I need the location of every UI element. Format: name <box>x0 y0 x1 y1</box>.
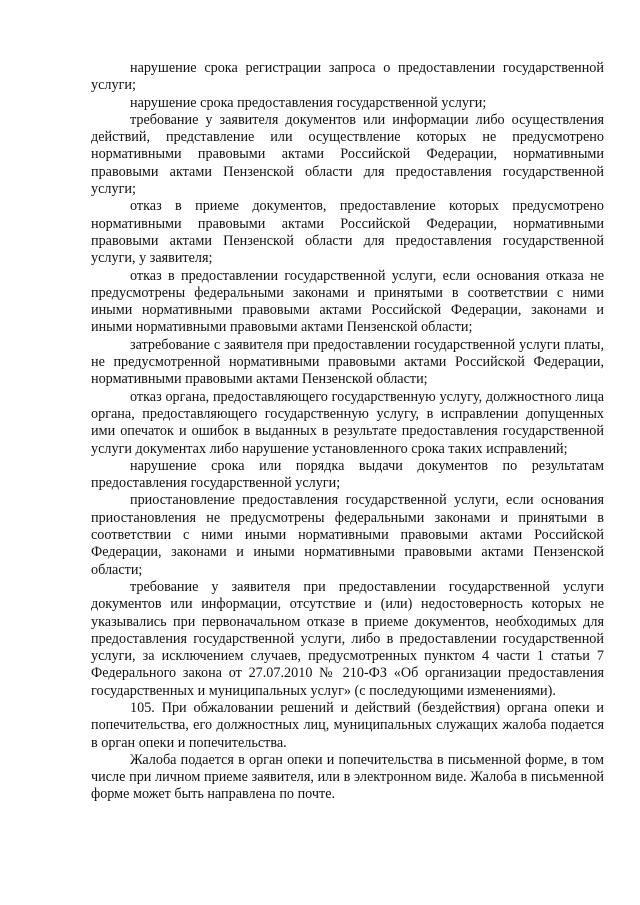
paragraph-violation-service-deadline: нарушение срока предоставления государственной услуги; <box>130 94 487 111</box>
paragraph-unlawful-fee: затребование с заявителя при предоставлении государственной услуги платы, не предусмотренной нормативными правовыми актами Российской Федерации, нормативными правовыми актами Пензенской области; <box>91 336 604 388</box>
paragraph-105-complaint-submission: 105. При обжаловании решений и действий (бездействия) органа опеки и попечительства, его должностных лиц, муниципальных служащих жалоба подается в орган опеки и попечительства. <box>91 699 604 751</box>
paragraph-excess-document-requirement: требование у заявителя документов или информации либо осуществления действий, представление или осуществление которых не предусмотрено нормативными правовыми актами Российской Федерации, нормативными правовыми актами Пензенской области для предоставления государственной услуги; <box>91 111 604 198</box>
paragraph-complaint-form: Жалоба подается в орган опеки и попечительства в письменной форме, в том числе при личном приеме заявителя, или в электронном виде. Жалоба в письменной форме может быть направлена по почте. <box>91 751 604 803</box>
paragraph-refusal-to-accept-documents: отказ в приеме документов, предоставление которых предусмотрено нормативными правовыми актами Российской Федерации, нормативными правовыми актами Пензенской области для предоставления государственной услуги, у заявителя; <box>91 198 604 267</box>
paragraph-violation-registration-deadline: нарушение срока регистрации запроса о предоставлении государственной услуги; <box>91 60 604 94</box>
paragraph-unreported-document-requirement: требование у заявителя при предоставлении государственной услуги документов или информации, отсутствие и (или) недостоверность которых не указывались при первоначальном отказе в приеме документов, необходимых для предоставления государственной услуги, либо в предоставлении государственной услуги, за исключением случаев, предусмотренных пунктом 4 части 1 статьи 7 Федерального закона от 27.07.2010 № 210-ФЗ «Об организации предоставления государственных и муниципальных услуг» (с последующими изменениями). <box>91 578 604 699</box>
paragraph-refusal-of-service: отказ в предоставлении государственной услуги, если основания отказа не предусмотрены федеральными законами и принятыми в соответствии с ними иными нормативными правовыми актами Российской Федерации, законами и иными нормативными правовыми актами Пензенской области; <box>91 267 604 336</box>
paragraph-issuance-violation: нарушение срока или порядка выдачи документов по результатам предоставления государственной услуги; <box>91 457 604 492</box>
document-page <box>91 60 604 804</box>
paragraph-refusal-to-correct-errors: отказ органа, предоставляющего государственную услугу, должностного лица органа, предоставляющего государственную услугу, в исправлении допущенных ими опечаток и ошибок в выданных в результате предоставления государственной услуги документах либо нарушение установленного срока таких исправлений; <box>91 388 604 457</box>
paragraph-suspension-of-service: приостановление предоставления государственной услуги, если основания приостановления не предусмотрены федеральными законами и принятыми в соответствии с ними иными нормативными правовыми актами Российской Федерации, законами и иными нормативными правовыми актами Пензенской области; <box>91 492 604 578</box>
